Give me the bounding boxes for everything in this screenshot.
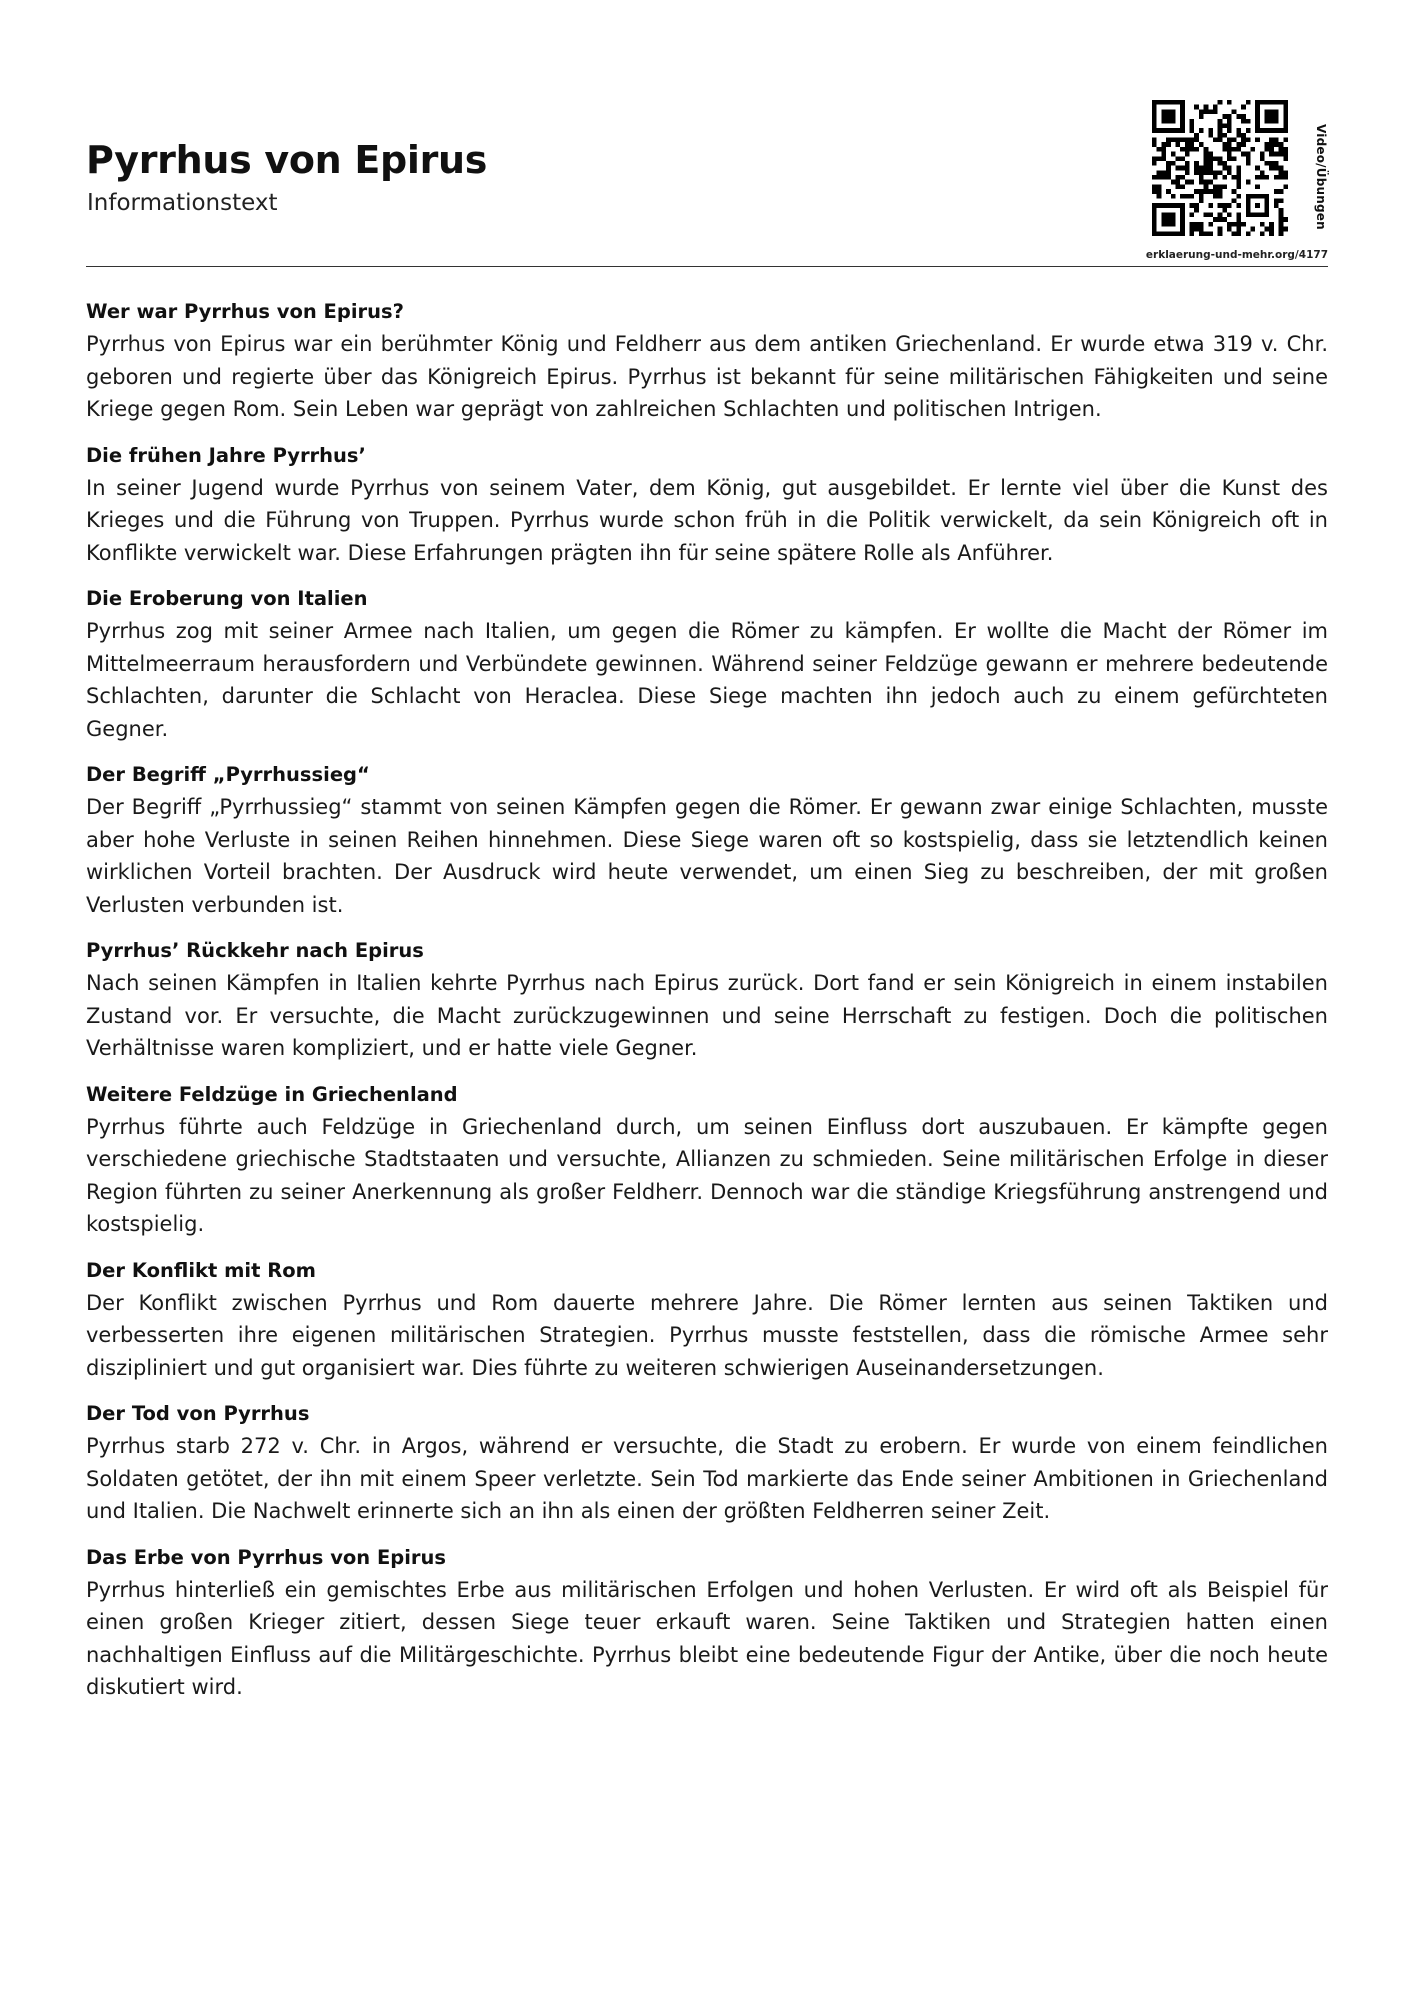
page-subtitle: Informationstext (87, 190, 278, 216)
qr-url-link[interactable]: erklaerung-und-mehr.org/4177 (1145, 249, 1328, 261)
section-pyrrhic-victory (86, 759, 1328, 921)
section-who-was-pyrrhus (86, 296, 1328, 426)
section-heading: Der Konflikt mit Rom (86, 1258, 316, 1282)
qr-code-icon[interactable] (1152, 100, 1288, 236)
section-text: Pyrrhus zog mit seiner Armee nach Italien, um gegen die Römer zu kämpfen. Er wollte die Macht der Römer im Mittelmeerraum herausfordern und Verbündete gewinnen. Während seiner Feldzüge gewann er mehrere bedeutende Schlachten, darunter die Schlacht von Heraclea. Diese Siege machten ihn jedoch auch zu einem gefürchteten Gegner. (86, 619, 1328, 741)
section-heading: Das Erbe von Pyrrhus von Epirus (86, 1545, 447, 1569)
section-heading: Die frühen Jahre Pyrrhus’ (86, 443, 366, 467)
section-early-years (86, 440, 1328, 570)
section-text: Der Begriff „Pyrrhussieg“ stammt von seinen Kämpfen gegen die Römer. Er gewann zwar einige Schlachten, musste aber hohe Verluste in seinen Reihen hinnehmen. Diese Siege waren oft so kostspielig, dass sie letztendlich keinen wirklichen Vorteil brachten. Der Ausdruck wird heute verwendet, um einen Sieg zu beschreiben, der mit großen Verlusten verbunden ist. (86, 795, 1328, 917)
section-conflict-rome (86, 1255, 1328, 1385)
section-heading: Der Tod von Pyrrhus (86, 1402, 310, 1425)
section-campaigns-greece (86, 1079, 1328, 1241)
section-text: In seiner Jugend wurde Pyrrhus von seinem Vater, dem König, gut ausgebildet. Er lernte viel über die Kunst des Krieges und die Führung von Truppen. Pyrrhus wurde schon früh in die Politik verwickelt, da sein Königreich oft in Konflikte verwickelt war. Diese Erfahrungen prägten ihn für seine spätere Rolle als Anführer. (86, 475, 1328, 565)
qr-side-label: Video/Übungen (1314, 124, 1328, 230)
section-heading: Der Begriff „Pyrrhussieg“ (86, 763, 370, 786)
section-heading: Weitere Feldzüge in Griechenland (86, 1082, 458, 1106)
page-title: Pyrrhus von Epirus (86, 138, 488, 182)
section-text: Pyrrhus von Epirus war ein berühmter König und Feldherr aus dem antiken Griechenland. Er wurde etwa 319 v. Chr. geboren und regierte über das Königreich Epirus. Pyrrhus ist bekannt für seine militärischen Fähigkeiten und seine Kriege gegen Rom. Sein Leben war geprägt von zahlreichen Schlachten und politischen Intrigen. (86, 332, 1328, 421)
section-text: Pyrrhus führte auch Feldzüge in Griechenland durch, um seinen Einfluss dort auszubauen. Er kämpfte gegen verschiedene griechische Stadtstaaten und versuchte, Allianzen zu schmieden. Seine militärischen Erfolge in dieser Region führten zu seiner Anerkennung als großer Feldherr. Dennoch war die ständige Kriegsführung anstrengend und kostspielig. (86, 1114, 1328, 1236)
section-return-epirus (86, 935, 1328, 1065)
section-heading: Wer war Pyrrhus von Epirus? (86, 300, 404, 323)
section-text: Pyrrhus hinterließ ein gemischtes Erbe aus militärischen Erfolgen und hohen Verlusten. Er wird oft als Beispiel für einen großen Krieger zitiert, dessen Siege teuer erkauft waren. Seine Taktiken und Strategien hatten einen nachhaltigen Einfluss auf die Militärgeschichte. Pyrrhus bleibt eine bedeutende Figur der Antike, über die noch heute diskutiert wird. (86, 1577, 1328, 1699)
section-text: Der Konflikt zwischen Pyrrhus und Rom dauerte mehrere Jahre. Die Römer lernten aus seinen Taktiken und verbesserten ihre eigenen militärischen Strategien. Pyrrhus musste feststellen, dass die römische Armee sehr diszipliniert und gut organisiert war. Dies führte zu weiteren schwierigen Auseinandersetzungen. (86, 1290, 1328, 1380)
section-legacy (86, 1542, 1328, 1704)
section-heading: Pyrrhus’ Rückkehr nach Epirus (86, 939, 424, 962)
section-text: Nach seinen Kämpfen in Italien kehrte Pyrrhus nach Epirus zurück. Dort fand er sein Königreich in einem instabilen Zustand vor. Er versuchte, die Macht zurückzugewinnen und seine Herrschaft zu festigen. Doch die politischen Verhältnisse waren kompliziert, und er hatte viele Gegner. (86, 971, 1328, 1060)
section-heading: Die Eroberung von Italien (86, 587, 368, 610)
header-divider (86, 266, 1328, 267)
section-death (86, 1398, 1328, 1528)
section-conquest-italy (86, 583, 1328, 745)
document-body (86, 296, 1328, 1718)
section-text: Pyrrhus starb 272 v. Chr. in Argos, während er versuchte, die Stadt zu erobern. Er wurde von einem feindlichen Soldaten getötet, der ihn mit einem Speer verletzte. Sein Tod markierte das Ende seiner Ambitionen in Griechenland und Italien. Die Nachwelt erinnerte sich an ihn als einen der größten Feldherren seiner Zeit. (86, 1434, 1328, 1523)
